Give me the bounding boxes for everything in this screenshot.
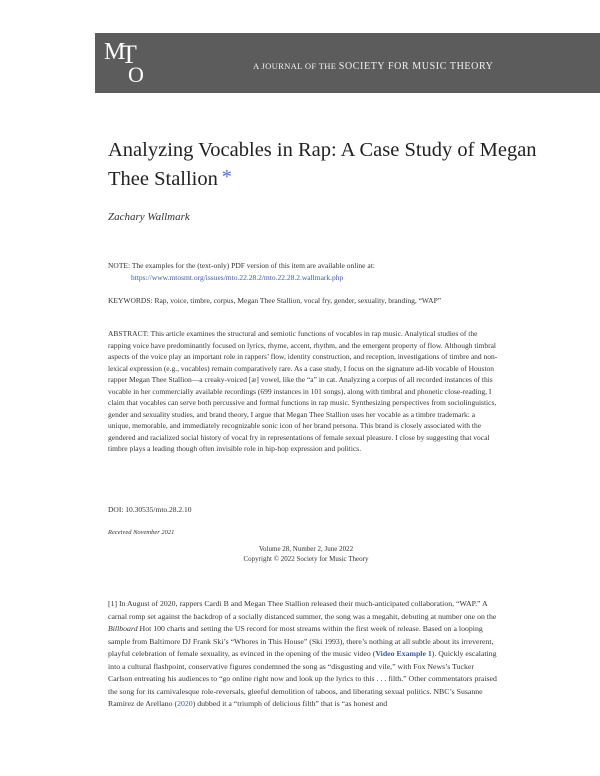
article-title-text: Analyzing Vocables in Rap: A Case Study of Megan Thee Stallion (108, 139, 537, 190)
volume-line: Volume 28, Number 2, June 2022 (258, 545, 354, 553)
p1-text-d: ) dubbed it a “triumph of delicious filth” that is “as honest and (192, 699, 388, 708)
received-date: Received November 2021 (108, 529, 175, 536)
video-example-1-link[interactable]: Video Example 1 (375, 649, 432, 658)
volume-info (108, 545, 504, 564)
doi: DOI: 10.30535/mto.28.2.10 (108, 505, 192, 514)
keywords: KEYWORDS: Rap, voice, timbre, corpus, Megan Thee Stallion, vocal fry, gender, sexuality, branding, “WAP” (108, 296, 442, 305)
p1-text-b: Hot 100 charts and setting the US record for most streams within the first week of release. Based on a looping sample from Baltimore DJ Frank Ski’s “Whores in This House” (Ski 1993), there’s nothing at all subtle about its irreverent, playful celebration of female sexuality, as evinced in the opening of the music video ( (108, 624, 494, 658)
logo-letter-m: M (104, 39, 126, 65)
note-text: NOTE: The examples for the (text-only) PDF version of this item are available online at: (108, 261, 375, 270)
online-note (108, 260, 498, 283)
note-url-link[interactable]: https://www.mtosmt.org/issues/mto.22.28.2/mto.22.28.2.wallmark.php (131, 272, 344, 282)
citation-2020-link[interactable]: 2020 (177, 699, 193, 708)
abstract: ABSTRACT: This article examines the structural and semiotic functions of vocables in rap music. Analytical studies of the rapping voice have predominantly focused on lyrics, rhyme, accent, rhythm, and the emergent property of flow. Although timbral aspects of the voice play an important role in rappers’ flow, identity construction, and reception, investigations of timbre and non-lexical expression (e.g., vocables) remain comparatively rare. As a case study, I focus on the signature ad-lib vocable of Houston rapper Megan Thee Stallion—a creaky-voiced [æ] vowel, like the “a” in cat. Analyzing a corpus of all recorded instances of this vocable in her commercially available recordings (699 instances in 101 songs), along with timbral and phonetic close-reading, I claim that vocables can serve both percussive and formal functions in rap music. Synthesizing perspectives from sociolinguistics, gender and sexuality studies, and brand theory, I argue that Megan Thee Stallion uses her vocable as a timbre trademark: a unique, memorable, and immediately recognizable sonic icon of her brand persona. This brand is closely associated with the gendered and racialized social history of vocal fry in representations of female sexual pleasure. I close by suggesting that vocal timbre plays a leading though often invisible role in hip-hop expression and politics. (108, 329, 498, 453)
mto-logo (104, 36, 164, 92)
billboard-italic: Billboard (108, 624, 138, 633)
journal-name (253, 61, 494, 72)
title-footnote-link[interactable]: * (221, 166, 232, 188)
p1-text-c: ). Quickly escalating into a cultural flashpoint, conservative figures condemned the song as “disgusting and vile,” with Fox News’s Tucker Carlson entreating his audiences to “go online right now and look up the lyrics to this . . . filth.” Other commentators praised the song for its carnivalesque role-reversals, gleeful demolition of taboos, and liberating sexual politics. NBC’s Susanne Ramírez de Arellano ( (108, 649, 497, 708)
p1-text-a: [1] In August of 2020, rappers Cardi B and Megan Thee Stallion released their much-anticipated collaboration, “WAP.” A carnal romp set against the backdrop of a socially distanced summer, the song was a megahit, debuting at number one on the (108, 599, 497, 621)
copyright-line: Copyright © 2022 Society for Music Theory (243, 554, 369, 563)
article-title (108, 137, 578, 193)
logo-letter-o: O (128, 62, 144, 87)
paragraph-1 (108, 598, 498, 711)
journal-banner (95, 33, 600, 93)
journal-prefix: A JOURNAL OF THE (253, 61, 339, 71)
author-name: Zachary Wallmark (108, 211, 190, 223)
journal-society: SOCIETY FOR MUSIC THEORY (338, 61, 494, 72)
logo-letter-t: T (121, 40, 137, 69)
